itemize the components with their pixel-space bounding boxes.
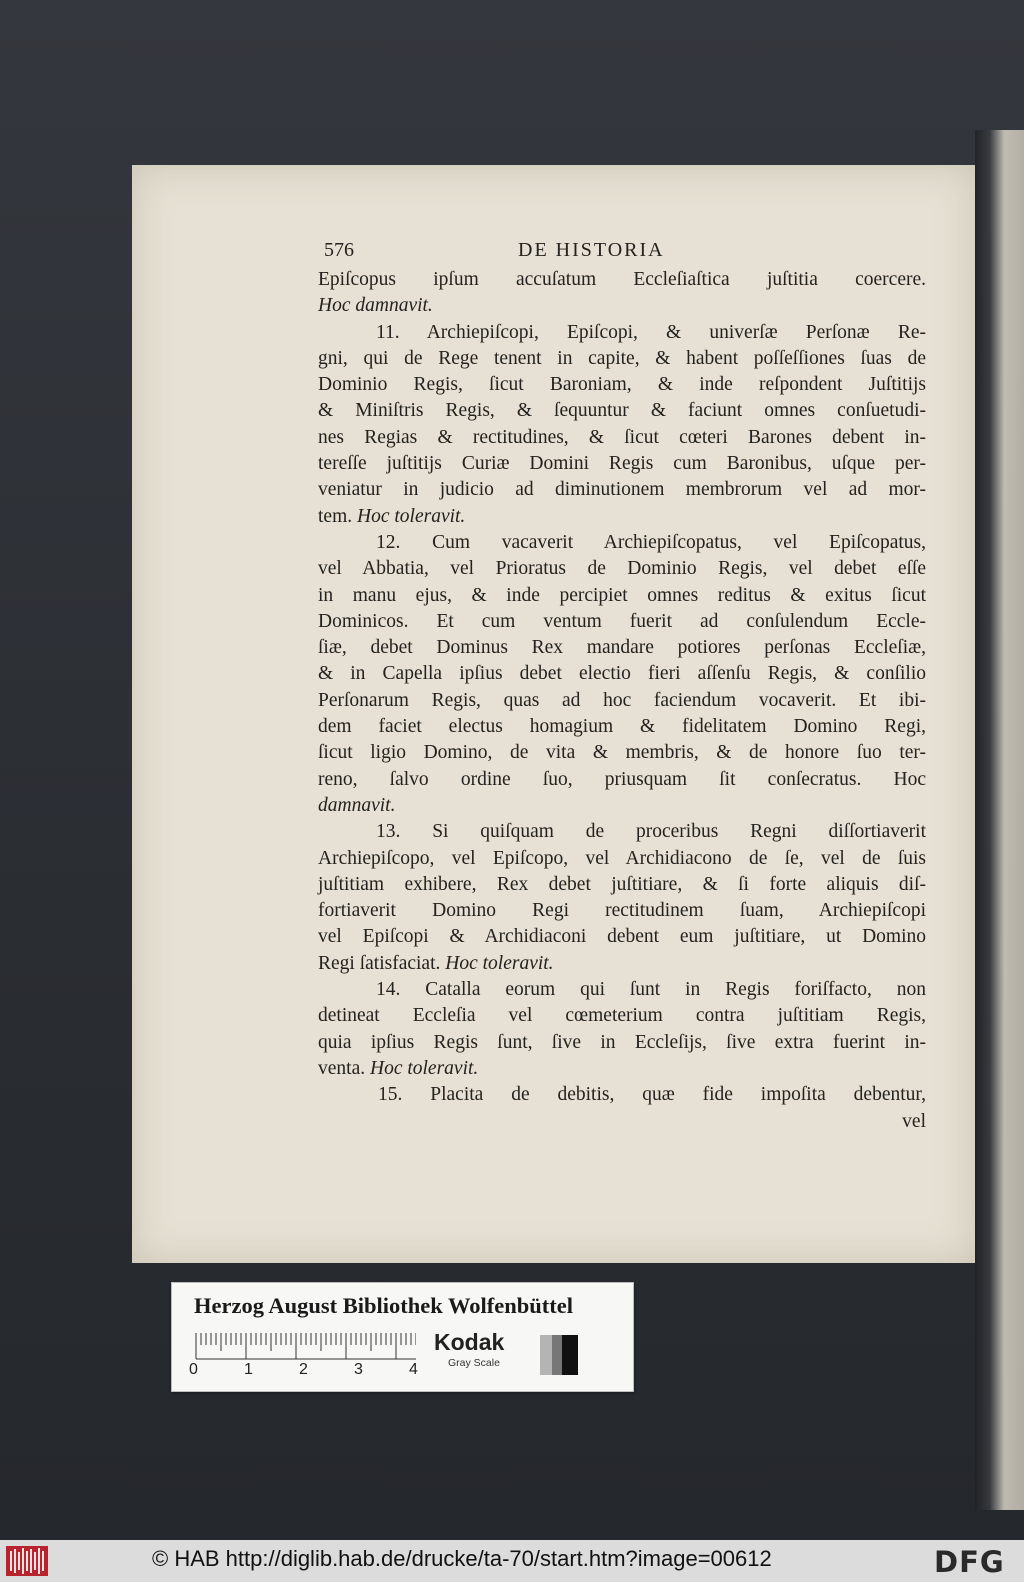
text-line: vel Epiſcopi & Archidiaconi debent eum juſtitiare, ut Domino [318, 926, 926, 948]
text-line: veniatur in judicio ad diminutionem membrorum vel ad mor- [318, 479, 926, 501]
text-line: quia ipſius Regis ſunt, ſive in Eccleſijs, ſive extra fuerint in- [318, 1031, 926, 1053]
kodak-logo: Kodak [434, 1329, 505, 1355]
ruler-label: 0 [189, 1361, 198, 1378]
text-line: & Miniſtris Regis, & ſequuntur & faciunt omnes conſuetudi- [318, 400, 926, 422]
page-text-block [318, 235, 926, 1135]
text-line: damnavit. [318, 794, 396, 816]
text-line: ſiæ, debet Dominus Rex mandare potiores perſonas Eccleſiæ, [318, 637, 926, 659]
text-line: 14. Catalla eorum qui ſunt in Regis foriſfacto, non [376, 979, 926, 1001]
text-line: nes Regias & rectitudines, & ſicut cœteri Barones debent in- [318, 426, 926, 448]
text-line: 11. Archiepiſcopi, Epiſcopi, & univerſæ Perſonæ Re- [376, 321, 926, 343]
text-line: Epiſcopus ipſum accuſatum Eccleſiaſtica juſtitia coercere. [318, 269, 926, 290]
page-number: 576 [324, 239, 354, 261]
text-line: Regi ſatisfaciat. Hoc toleravit. [318, 952, 554, 974]
next-page-edge [975, 130, 1024, 1510]
text-line: fortiaverit Domino Regi rectitudinem ſuam, Archiepiſcopi [318, 900, 926, 922]
dfg-logo: DFG [934, 1545, 1005, 1579]
library-color-card [171, 1282, 634, 1392]
text-line: detineat Eccleſia vel cœmeterium contra juſtitiam Regis, [318, 1005, 926, 1027]
text-line: ſicut ligio Domino, de vita & membris, & de honore ſuo ter- [318, 742, 926, 764]
text-line: reno, ſalvo ordine ſuo, priusquam ſit conſecratus. Hoc [318, 768, 926, 790]
library-name: Herzog August Bibliothek Wolfenbüttel [194, 1293, 573, 1318]
ruler-label: 3 [354, 1361, 363, 1378]
page-header [318, 235, 926, 267]
copyright-url: © HAB http://diglib.hab.de/drucke/ta-70/start.htm?image=00612 [152, 1546, 772, 1571]
text-line: Hoc damnavit. [318, 295, 433, 317]
ruler-label: 1 [244, 1361, 253, 1378]
running-head: DE HISTORIA [518, 239, 665, 261]
footer-bar [0, 1540, 1024, 1582]
text-line: tereſſe juſtitijs Curiæ Domini Regis cum Baronibus, uſque per- [318, 453, 926, 475]
text-line: juſtitiam exhibere, Rex debet juſtitiare, & ſi forte aliquis diſ- [318, 873, 926, 895]
text-line: dem faciet electus homagium & fidelitatem Domino Regi, [318, 716, 926, 738]
gray-scale-label: Gray Scale [448, 1357, 500, 1369]
text-line: gni, qui de Rege tenent in capite, & habent poſſeſſiones ſuas de [318, 347, 926, 369]
text-line: 15. Placita de debitis, quæ fide impoſita debentur, [378, 1084, 926, 1106]
text-line: Archiepiſcopo, vel Epiſcopo, vel Archidiacono de ſe, vel de ſuis [318, 847, 926, 869]
gray-scale-patches [540, 1335, 578, 1375]
catchword: vel [902, 1110, 926, 1132]
text-line: vel Abbatia, vel Prioratus de Dominio Regis, vel debet eſſe [318, 558, 926, 580]
text-line: in manu ejus, & inde percipiet omnes reditus & exitus ſicut [318, 584, 926, 606]
text-line: & in Capella ipſius debet electio fieri aſſenſu Regis, & conſilio [318, 663, 926, 685]
text-lines [318, 267, 926, 1109]
text-line: venta. Hoc toleravit. [318, 1057, 479, 1079]
text-line: Dominio Regis, ſicut Baroniam, & inde reſpondent Juſtitijs [318, 374, 926, 396]
text-line: 13. Si quiſquam de proceribus Regni diſſortiaverit [376, 821, 926, 843]
ruler-label: 4 [409, 1361, 418, 1378]
text-line: tem. Hoc toleravit. [318, 505, 466, 527]
ruler-scale [194, 1333, 416, 1361]
text-line: 12. Cum vacaverit Archiepiſcopatus, vel Epiſcopatus, [376, 531, 926, 553]
hab-logo-icon [6, 1546, 48, 1576]
ruler-label: 2 [299, 1361, 308, 1378]
text-line: Dominicos. Et cum ventum fuerit ad conſulendum Eccle- [318, 610, 926, 632]
text-line: Perſonarum Regis, quas ad hoc faciendum vocaverit. Et ibi- [318, 689, 926, 711]
